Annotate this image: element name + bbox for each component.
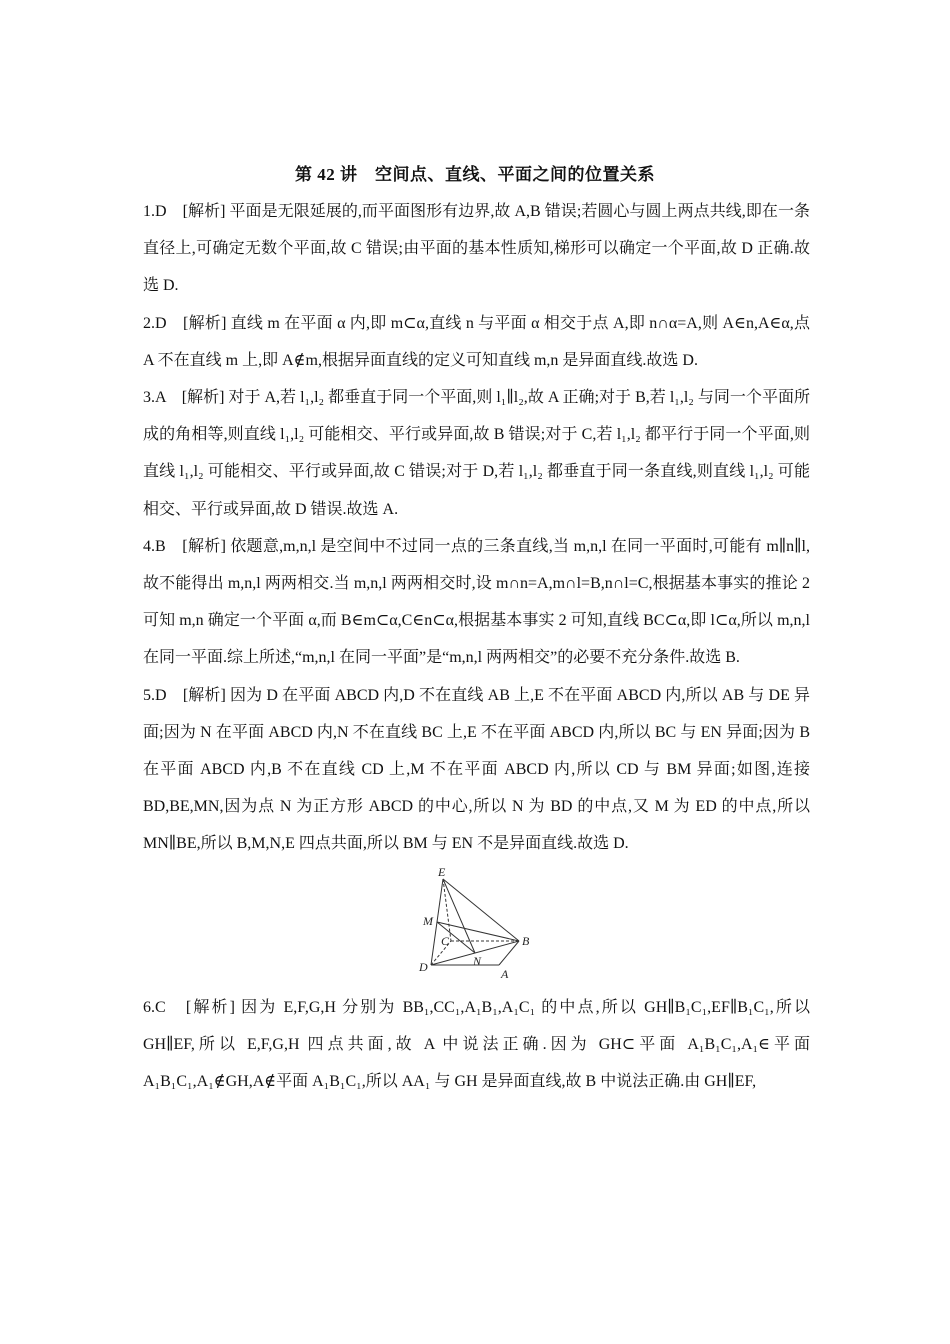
answer-1: 1.D [解析] 平面是无限延展的,而平面图形有边界,故 A,B 错误;若圆心与圆上两点共线,即在一条直径上,可确定无数个平面,故 C 错误;由平面的基本性质知,梯形可以确定一个平面,故 D 正确.故选 D. [143, 203, 810, 295]
label-M: M [422, 913, 433, 928]
geometry-figure [143, 865, 810, 981]
label-D: D [418, 959, 428, 974]
answer-4: 4.B [解析] 依题意,m,n,l 是空间中不过同一点的三条直线,当 m,n,l 在同一平面时,可能有 m∥n∥l,故不能得出 m,n,l 两两相交.当 m,n,l 两两相交时,设 m∩n=A,m∩l=B,n∩l=C,根据基本事实的推论 2 可知 m,n 确定一个平面 α,而 B∈m⊂α,C∈n⊂α,根据基本事实 2 可知,直线 BC⊂α,即 l⊂α,所以 m,n,l 在同一平面.综上所述,“m,n,l 在同一平面”是“m,n,l 两两相交”的必要不充分条件.故选 B. [143, 537, 810, 667]
answer-6: 6.C [解析] 因为 E,F,G,H 分别为 BB₁,CC₁,A₁B₁,A₁C₁ 的中点,所以 GH∥B₁C₁,EF∥B₁C₁,所以 GH∥EF,所以 E,F,G,H 四点共面,故 A 中说法正确.因为 GH⊂平面 A₁B₁C₁,A₁∈平面 A₁B₁C₁,A₁∉GH,A∉平面 A₁B₁C₁,所以 AA₁ 与 GH 是异面直线,故 B 中说法正确.由 GH∥EF, [143, 998, 810, 1091]
label-B: B [521, 933, 529, 948]
label-N: N [472, 953, 481, 968]
label-A: A [500, 966, 508, 979]
answer-2: 2.D [解析] 直线 m 在平面 α 内,即 m⊂α,直线 n 与平面 α 相交于点 A,即 n∩α=A,则 A∈n,A∈α,点 A 不在直线 m 上,即 A∉m,根据异面直线的定义可知直线 m,n 是异面直线.故选 D. [143, 314, 810, 369]
label-E: E [437, 866, 445, 879]
answer-list [143, 193, 810, 1100]
answer-5: 5.D [解析] 因为 D 在平面 ABCD 内,D 不在直线 AB 上,E 不在平面 ABCD 内,所以 AB 与 DE 异面;因为 N 在平面 ABCD 内,N 不在直线 BC 上,E 不在平面 ABCD 内,所以 BC 与 EN 异面;因为 B 在平面 ABCD 内,B 不在直线 CD 上,M 不在平面 ABCD 内,所以 CD 与 BM 异面;如图,连接 BD,BE,MN,因为点 N 为正方形 ABCD 的中心,所以 N 为 BD 的中点,又 M 为 ED 的中点,所以 MN∥BE,所以 B,M,N,E 四点共面,所以 BM 与 EN 不是异面直线.故选 D. [143, 686, 810, 853]
page-title: 第 42 讲 空间点、直线、平面之间的位置关系 [295, 165, 655, 184]
pyramid-diagram [407, 867, 547, 979]
answer-3: 3.A [解析] 对于 A,若 l₁,l₂ 都垂直于同一个平面,则 l₁∥l₂,故 A 正确;对于 B,若 l₁,l₂ 与同一个平面所成的角相等,则直线 l₁,l₂ 可能相交、平行或异面,故 B 错误;对于 C,若 l₁,l₂ 都平行于同一个平面,则直线 l₁,l₂ 可能相交、平行或异面,故 C 错误;对于 D,若 l₁,l₂ 都垂直于同一条直线,则直线 l₁,l₂ 可能相交、平行或异面,故 D 错误.故选 A. [143, 389, 810, 518]
edge-AB [499, 941, 519, 965]
label-C: C [440, 933, 449, 948]
